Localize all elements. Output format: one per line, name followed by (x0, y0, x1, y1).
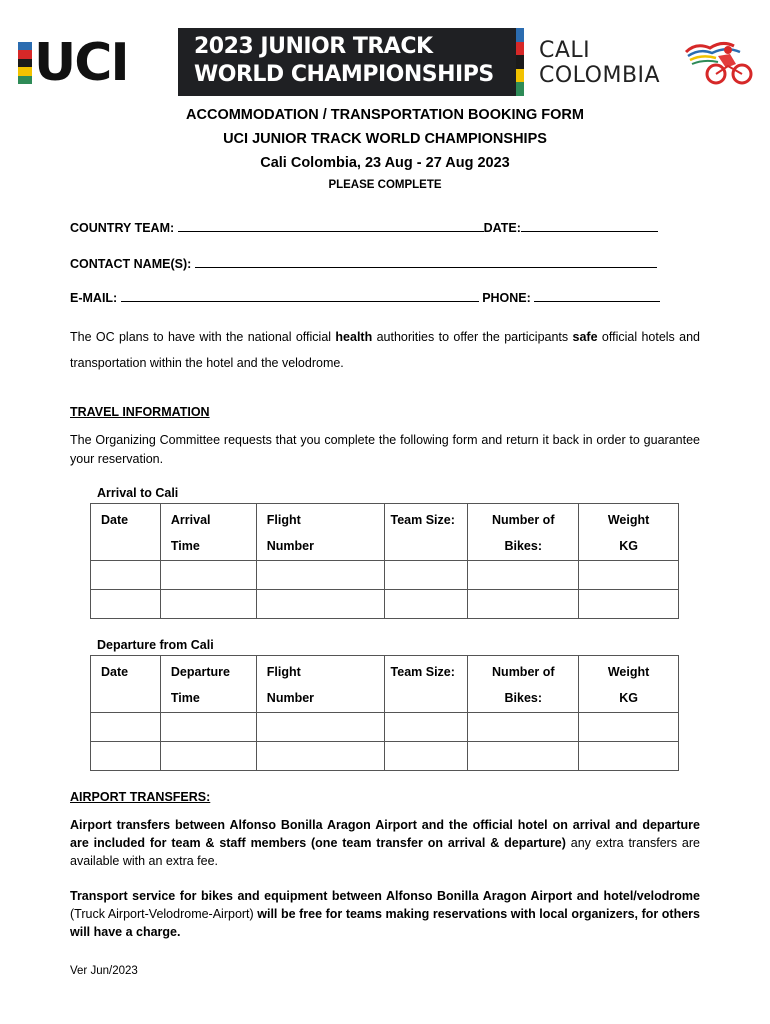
arrival-cell[interactable] (160, 590, 256, 619)
arrival-cell[interactable] (579, 561, 679, 590)
form-title: ACCOMMODATION / TRANSPORTATION BOOKING FORM (186, 107, 584, 123)
airport-p1-bold: Airport transfers between Alfonso Bonilla Aragon Airport and the official hotel on arrival and departure are included for team & staff members (one team transfer on arrival & departure) (70, 818, 700, 850)
travel-text: The Organizing Committee requests that you complete the following form and return it back in order to guarantee your reservation. (70, 433, 700, 466)
travel-heading: TRAVEL INFORMATION (70, 405, 210, 419)
departure-cell[interactable] (91, 742, 161, 771)
departure-cell[interactable] (468, 742, 579, 771)
departure-table (90, 655, 679, 771)
arrival-cell[interactable] (256, 590, 384, 619)
departure-col-bikes: Number of Bikes: (492, 665, 555, 705)
arrival-entry-row (91, 561, 679, 590)
arrival-cell[interactable] (579, 590, 679, 619)
airport-heading: AIRPORT TRANSFERS: (70, 790, 211, 804)
arrival-cell[interactable] (160, 561, 256, 590)
arrival-entry-row (91, 590, 679, 619)
arrival-caption: Arrival to Cali (97, 486, 179, 500)
intro-text-2: authorities to offer the participants (372, 330, 573, 344)
departure-caption: Departure from Cali (97, 638, 214, 652)
departure-cell[interactable] (256, 742, 384, 771)
arrival-col-bikes: Number of Bikes: (491, 513, 555, 553)
airport-p2-bold-b: will be free for teams making reservations with local organizers, for others will have a charge. (70, 907, 701, 939)
uci-logo-text: UCI (34, 33, 128, 93)
contact-names-row (70, 255, 657, 271)
departure-col-weight: Weight KG (607, 665, 650, 705)
airport-p2-bold-a: Transport service for bikes and equipment between Alfonso Bonilla Aragon Airport and hotel/velodrome (70, 889, 700, 903)
intro-health: health (335, 330, 373, 344)
departure-cell[interactable] (579, 713, 679, 742)
departure-cell[interactable] (160, 713, 256, 742)
intro-text-1: The OC plans to have with the national official (70, 330, 336, 344)
arrival-col-team-size: Team Size: (390, 513, 455, 527)
version-label: Ver Jun/2023 (70, 965, 138, 977)
event-dates: Cali Colombia, 23 Aug - 27 Aug 2023 (260, 155, 510, 171)
departure-cell[interactable] (160, 742, 256, 771)
date-field[interactable] (521, 219, 658, 232)
rainbow-bar (516, 28, 524, 96)
airport-p1-normal: any extra transfers are available with an extra fee. (70, 836, 700, 868)
departure-cell[interactable] (384, 742, 468, 771)
departure-cell[interactable] (256, 713, 384, 742)
country-team-field[interactable] (178, 219, 484, 232)
departure-col-team-size: Team Size: (390, 665, 455, 679)
departure-header-row (91, 656, 679, 713)
arrival-cell[interactable] (256, 561, 384, 590)
arrival-header-row (91, 504, 679, 561)
uci-logo (18, 33, 168, 93)
arrival-cell[interactable] (384, 561, 468, 590)
arrival-col-flight: Flight Number (266, 513, 314, 553)
contact-names-label: CONTACT NAME(S): (70, 257, 192, 271)
please-complete-note: PLEASE COMPLETE (328, 179, 442, 191)
date-label: DATE: (483, 221, 521, 235)
departure-col-date: Date (101, 665, 129, 679)
arrival-cell[interactable] (91, 561, 161, 590)
intro-paragraph (70, 324, 700, 376)
country-team-label: COUNTRY TEAM: (70, 221, 175, 235)
country-team-row (70, 219, 658, 235)
phone-field[interactable] (534, 289, 660, 302)
arrival-cell[interactable] (91, 590, 161, 619)
banner-line-2: WORLD CHAMPIONSHIPS (194, 62, 494, 87)
arrival-cell[interactable] (468, 561, 579, 590)
airport-paragraph-2 (70, 887, 700, 941)
arrival-col-date: Date (101, 513, 129, 527)
departure-entry-row (91, 713, 679, 742)
arrival-col-time: Arrival Time (170, 513, 211, 553)
event-title: UCI JUNIOR TRACK WORLD CHAMPIONSHIPS (223, 131, 547, 147)
city-label (539, 38, 660, 88)
departure-entry-row (91, 742, 679, 771)
email-field[interactable] (121, 289, 479, 302)
city-line-1: CALI (539, 38, 591, 63)
championship-banner (178, 28, 518, 96)
cyclist-logo (682, 38, 754, 86)
uci-rainbow-stripes (18, 42, 32, 84)
phone-label: PHONE: (482, 291, 531, 305)
contact-names-field[interactable] (195, 255, 657, 268)
airport-p2-normal: (Truck Airport-Velodrome-Airport) (70, 907, 258, 921)
arrival-table (90, 503, 679, 619)
departure-cell[interactable] (579, 742, 679, 771)
intro-text-3: official hotels and transportation within the hotel and the velodrome. (70, 330, 700, 370)
departure-col-time: Departure Time (170, 665, 230, 705)
email-phone-row (70, 289, 660, 305)
departure-cell[interactable] (384, 713, 468, 742)
departure-cell[interactable] (468, 713, 579, 742)
city-line-2: COLOMBIA (539, 63, 661, 88)
email-label: E-MAIL: (70, 291, 118, 305)
departure-cell[interactable] (91, 713, 161, 742)
departure-col-flight: Flight Number (266, 665, 315, 705)
intro-safe: safe (572, 330, 598, 344)
arrival-cell[interactable] (468, 590, 579, 619)
airport-paragraph-1 (70, 816, 700, 870)
banner-line-1: 2023 JUNIOR TRACK (194, 34, 433, 59)
arrival-cell[interactable] (384, 590, 468, 619)
arrival-col-weight: Weight KG (607, 513, 650, 553)
